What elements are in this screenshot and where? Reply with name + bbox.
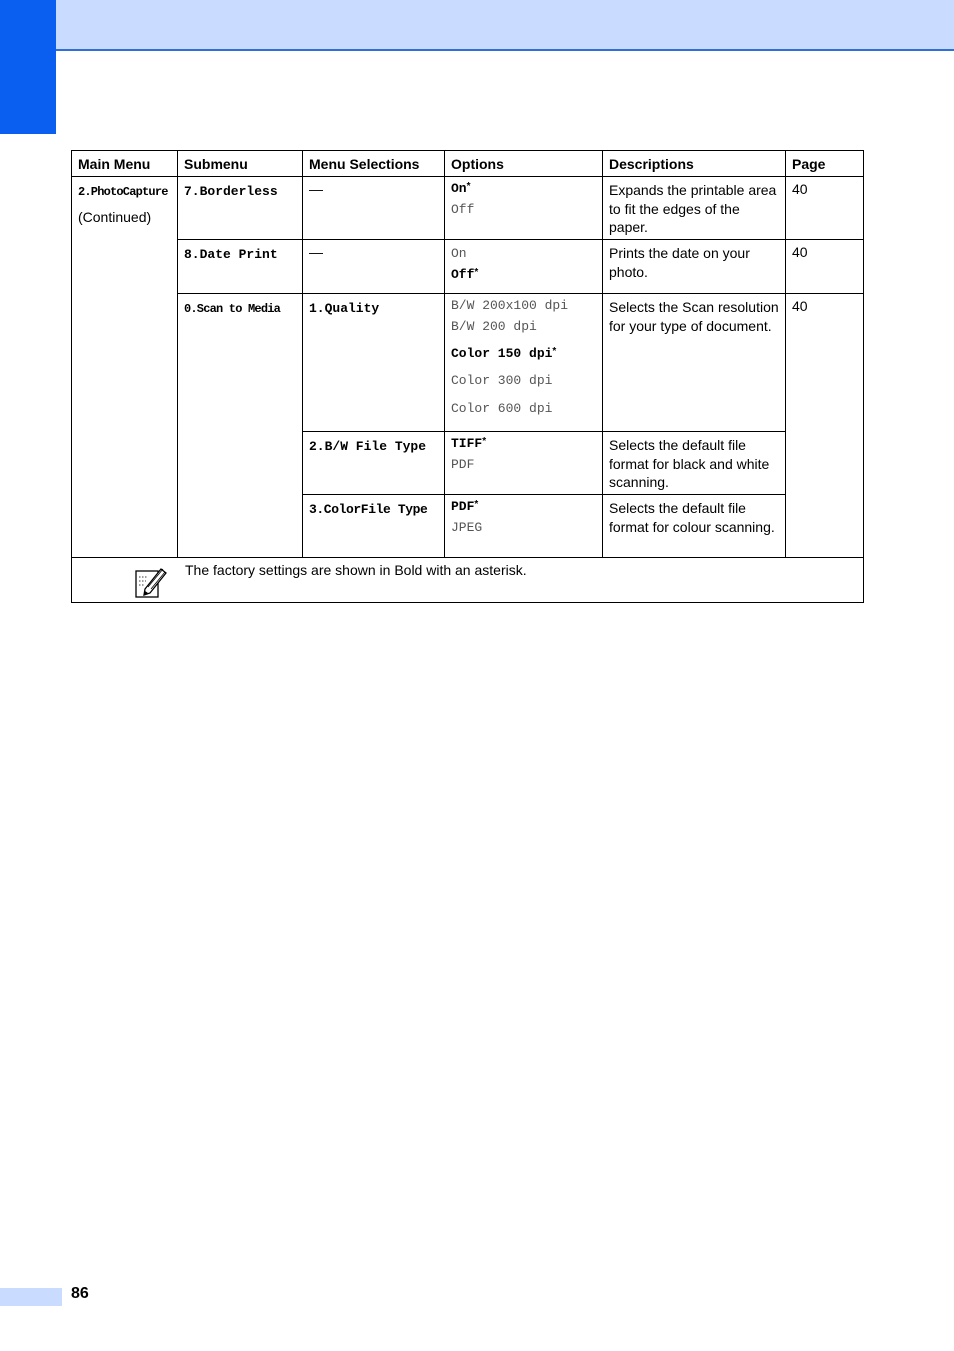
description-cell: Selects the default file format for black and white scanning. [603,432,786,495]
option-item: TIFF* [451,436,487,451]
note-text: The factory settings are shown in Bold with an asterisk. [185,562,527,578]
option-item: Color 150 dpi* [451,346,557,361]
header-options: Options [445,151,603,177]
note-cell [72,558,864,603]
options-cell [445,177,603,240]
option-item: On [451,246,467,261]
submenu-cell [178,294,303,558]
table-row [72,177,864,240]
submenu-label: 8.Date Print [184,247,278,262]
selection-cell: — [303,177,445,240]
header-descriptions: Descriptions [603,151,786,177]
main-menu-continued: (Continued) [78,209,152,225]
header-submenu: Submenu [178,151,303,177]
option-item: Off* [451,267,479,282]
submenu-cell [178,177,303,240]
header-band [0,0,954,49]
options-cell [445,240,603,294]
note-row [72,558,864,603]
main-menu-cell [72,177,178,558]
selection-label: 2.B/W File Type [309,439,427,454]
option-item: Color 600 dpi [451,401,553,416]
note-pencil-icon [134,565,168,599]
selection-label: 3.ColorFile Type [309,502,428,517]
page-cell: 40 [786,240,864,294]
submenu-cell [178,240,303,294]
description-cell: Selects the default file format for colour scanning. [603,495,786,558]
selection-label: 1.Quality [309,301,380,316]
menu-table [71,150,864,603]
main-menu-label: 2.PhotoCapture [78,185,168,199]
selection-cell [303,294,445,432]
submenu-label: 7.Borderless [184,184,278,199]
description-cell: Expands the printable area to fit the edges of the paper. [603,177,786,240]
header-menu-selections: Menu Selections [303,151,445,177]
option-item: Color 300 dpi [451,373,553,388]
options-cell [445,432,603,495]
option-item: PDF* [451,499,479,514]
description-cell: Prints the date on your photo. [603,240,786,294]
page-number: 86 [71,1285,89,1302]
options-cell [445,495,603,558]
description-cell: Selects the Scan resolution for your type of document. [603,294,786,432]
header-main-menu: Main Menu [72,151,178,177]
chapter-tab [0,0,56,134]
option-item: B/W 200x100 dpi [451,298,569,313]
selection-cell [303,432,445,495]
footer-bar [0,1288,62,1306]
page-cell: 40 [786,294,864,558]
option-item: Off [451,202,475,217]
table-header-row [72,151,864,177]
table-row [72,294,864,432]
header-rule [56,49,954,51]
selection-cell: — [303,240,445,294]
option-item: PDF [451,457,475,472]
table-row [72,240,864,294]
selection-cell [303,495,445,558]
page-cell: 40 [786,177,864,240]
option-item: On* [451,181,471,196]
option-item: JPEG [451,520,483,535]
option-item: B/W 200 dpi [451,319,537,334]
header-page: Page [786,151,864,177]
options-cell [445,294,603,432]
submenu-label: 0.Scan to Media [184,302,281,316]
